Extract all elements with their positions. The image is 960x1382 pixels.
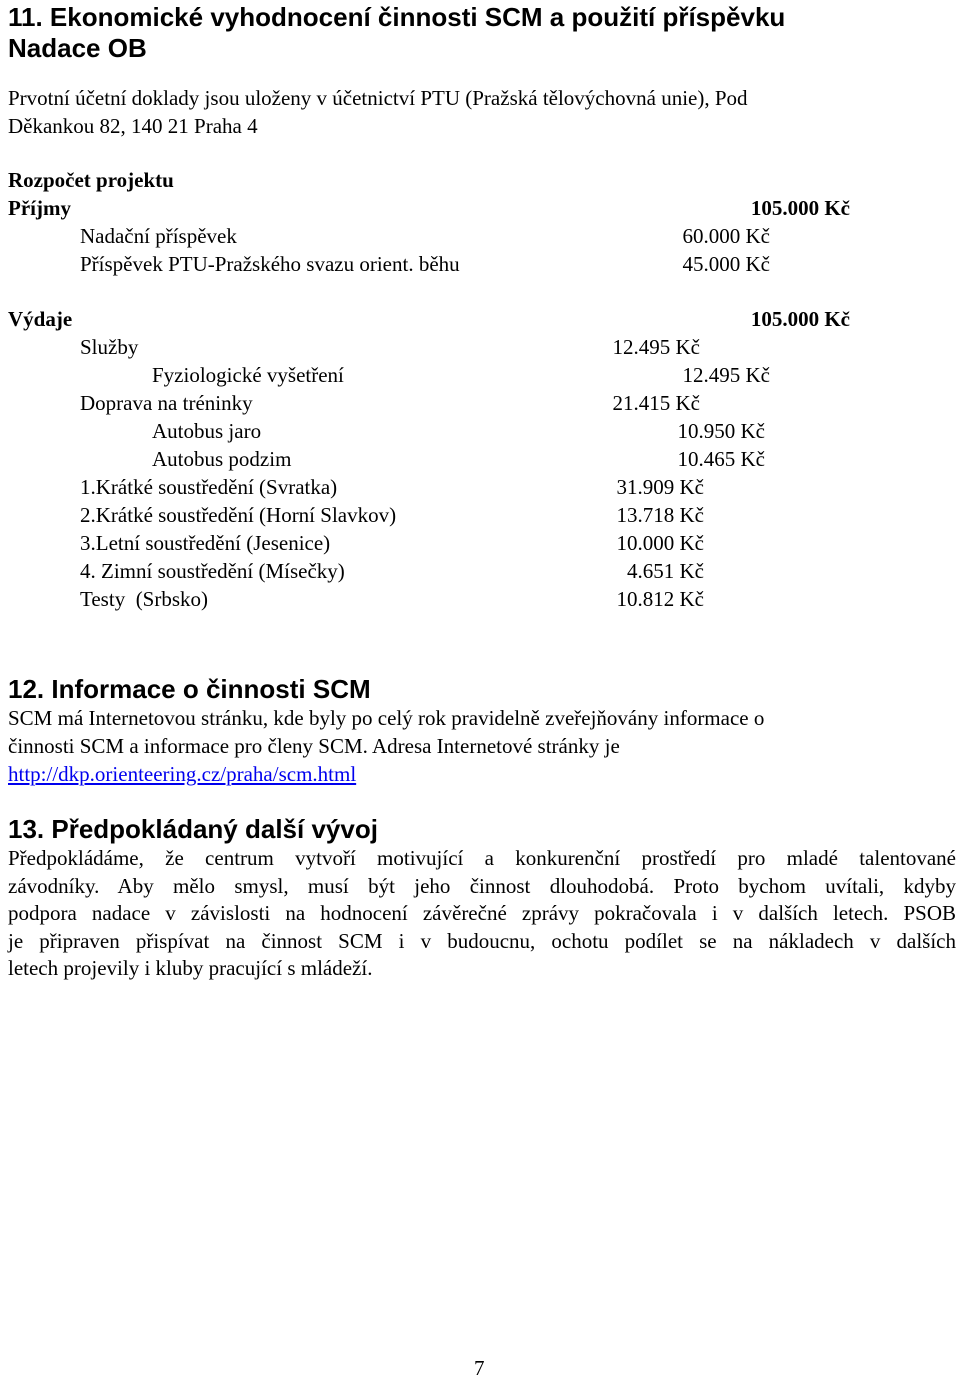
- expenses-label: Výdaje: [8, 307, 73, 331]
- expense-item-label: 1.Krátké soustředění (Svratka): [80, 475, 338, 499]
- expense-item-label: Testy (Srbsko): [80, 587, 209, 611]
- expense-item-amount: 10.000 Kč: [616, 531, 704, 555]
- section-13-paragraph: [8, 845, 956, 983]
- expense-subitem-amount: 10.950 Kč: [677, 419, 765, 443]
- income-item-amount: 60.000 Kč: [682, 224, 770, 248]
- expense-item-label: 4. Zimní soustředění (Mísečky): [80, 559, 345, 583]
- income-label: Příjmy: [8, 196, 71, 220]
- expense-item-amount: 31.909 Kč: [616, 475, 704, 499]
- income-item-label: Nadační příspěvek: [80, 224, 237, 248]
- budget-heading: Rozpočet projektu: [8, 168, 174, 192]
- expense-subitem-label: Autobus jaro: [152, 419, 262, 443]
- section-12-title: 12. Informace o činnosti SCM: [8, 674, 371, 704]
- expense-item-label: Služby: [80, 335, 139, 359]
- expense-item-amount: 12.495 Kč: [612, 335, 700, 359]
- scm-website-link[interactable]: http://dkp.orienteering.cz/praha/scm.html: [8, 762, 357, 786]
- income-total: 105.000 Kč: [750, 196, 850, 220]
- expense-subitem-amount: 10.465 Kč: [677, 447, 765, 471]
- expense-subitem-label: Autobus podzim: [152, 447, 292, 471]
- expense-subitem-label: Fyziologické vyšetření: [152, 363, 344, 387]
- expense-item-label: 2.Krátké soustředění (Horní Slavkov): [80, 503, 397, 527]
- intro-line-1: Prvotní účetní doklady jsou uloženy v účetnictví PTU (Pražská tělovýchovná unie), Pod: [8, 86, 748, 110]
- section-12-line-1: SCM má Internetovou stránku, kde byly po celý rok pravidelně zveřejňovány informace o: [8, 706, 765, 730]
- expense-item-amount: 21.415 Kč: [612, 391, 700, 415]
- section-13-title: 13. Předpokládaný další vývoj: [8, 814, 378, 844]
- expense-item-amount: 10.812 Kč: [616, 587, 704, 611]
- paragraph-line: závodníky. Aby mělo smysl, musí být jeho činnost dlouhodobá. Proto bychom uvítali, kdyby: [8, 873, 956, 898]
- section-12-line-2: činnosti SCM a informace pro členy SCM. Adresa Internetové stránky je: [8, 734, 620, 758]
- income-item-amount: 45.000 Kč: [682, 252, 770, 276]
- paragraph-line: Předpokládáme, že centrum vytvoří motivující a konkurenční prostředí pro mladé talentované: [8, 846, 956, 870]
- section-11-title-line-2: Nadace OB: [8, 33, 147, 63]
- expense-item-amount: 4.651 Kč: [627, 559, 704, 583]
- page-number: 7: [474, 1356, 485, 1380]
- paragraph-line: je připraven přispívat na činnost SCM i v budoucnu, ochotu podílet se na nákladech v dalších: [8, 928, 956, 953]
- income-item-label: Příspěvek PTU-Pražského svazu orient. běhu: [80, 252, 460, 276]
- intro-line-2: Děkankou 82, 140 21 Praha 4: [8, 114, 258, 138]
- expense-item-label: 3.Letní soustředění (Jesenice): [80, 531, 331, 555]
- expense-subitem-amount: 12.495 Kč: [682, 363, 770, 387]
- section-11-title-line-1: 11. Ekonomické vyhodnocení činnosti SCM a použití příspěvku: [8, 2, 786, 32]
- paragraph-line: podpora nadace v závislosti na hodnocení závěrečné zprávy pokračovala i v dalších letech. PSOB: [8, 901, 956, 925]
- paragraph-line: letech projevily i kluby pracující s mládeží.: [8, 956, 373, 980]
- expense-item-amount: 13.718 Kč: [616, 503, 704, 527]
- expenses-total: 105.000 Kč: [750, 307, 850, 331]
- expense-item-label: Doprava na tréninky: [80, 391, 253, 415]
